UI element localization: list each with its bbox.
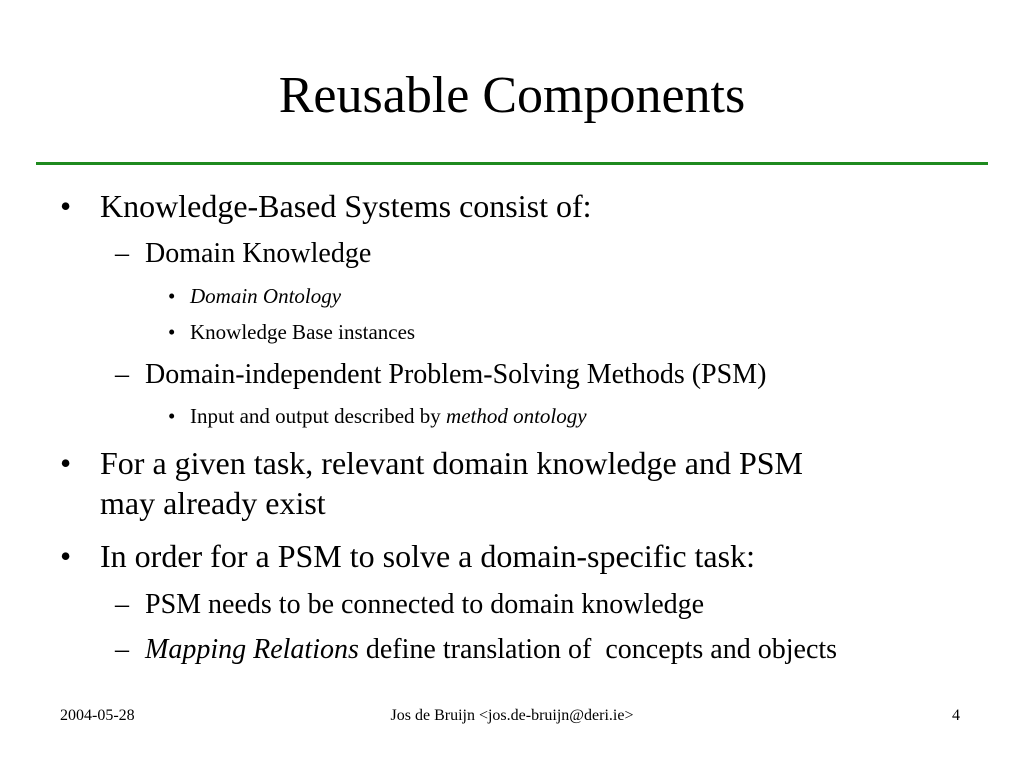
bullet-marker: • [60, 445, 72, 481]
bullet-given-task-line2: may already exist [100, 485, 326, 521]
mapping-relations-text: Mapping Relations [145, 634, 359, 665]
bullet-psm-domain-task: In order for a PSM to solve a domain-specific task: [100, 538, 755, 574]
input-output-text: Input and output described by [190, 404, 447, 428]
bullet-domain-knowledge: Domain Knowledge [145, 238, 372, 269]
bullet-given-task-line1: For a given task, relevant domain knowledge and PSM [100, 445, 803, 481]
sub-bullet-marker: • [168, 284, 176, 308]
bullet-psm: Domain-independent Problem-Solving Methods (PSM) [145, 359, 767, 390]
dash-marker: – [115, 238, 129, 269]
footer-date: 2004-05-28 [60, 707, 135, 724]
dash-marker: – [115, 634, 129, 665]
bullet-kb-instances: Knowledge Base instances [190, 320, 416, 344]
bullet-mapping-relations [145, 633, 837, 667]
bullet-psm-connected: PSM needs to be connected to domain knowledge [145, 589, 705, 620]
sub-bullet-marker: • [168, 404, 176, 428]
bullet-knowledge-based-systems: Knowledge-Based Systems consist of: [100, 188, 592, 224]
domain-ontology-text: Domain Ontology [190, 284, 342, 308]
footer-author: Jos de Bruijn <jos.de-bruijn@deri.ie> [390, 707, 634, 724]
method-ontology-text: method ontology [446, 404, 587, 428]
slide-title: Reusable Components [278, 67, 746, 124]
bullet-marker: • [60, 538, 72, 574]
bullet-domain-ontology [190, 283, 341, 309]
bullet-marker: • [60, 188, 72, 224]
dash-marker: – [115, 359, 129, 390]
sub-bullet-marker: • [168, 320, 176, 344]
bullet-input-output [190, 403, 587, 429]
title-divider [36, 162, 988, 165]
mapping-relations-definition: define translation of concepts and objects [358, 634, 838, 665]
dash-marker: – [115, 589, 129, 620]
footer-page-number: 4 [952, 707, 960, 724]
